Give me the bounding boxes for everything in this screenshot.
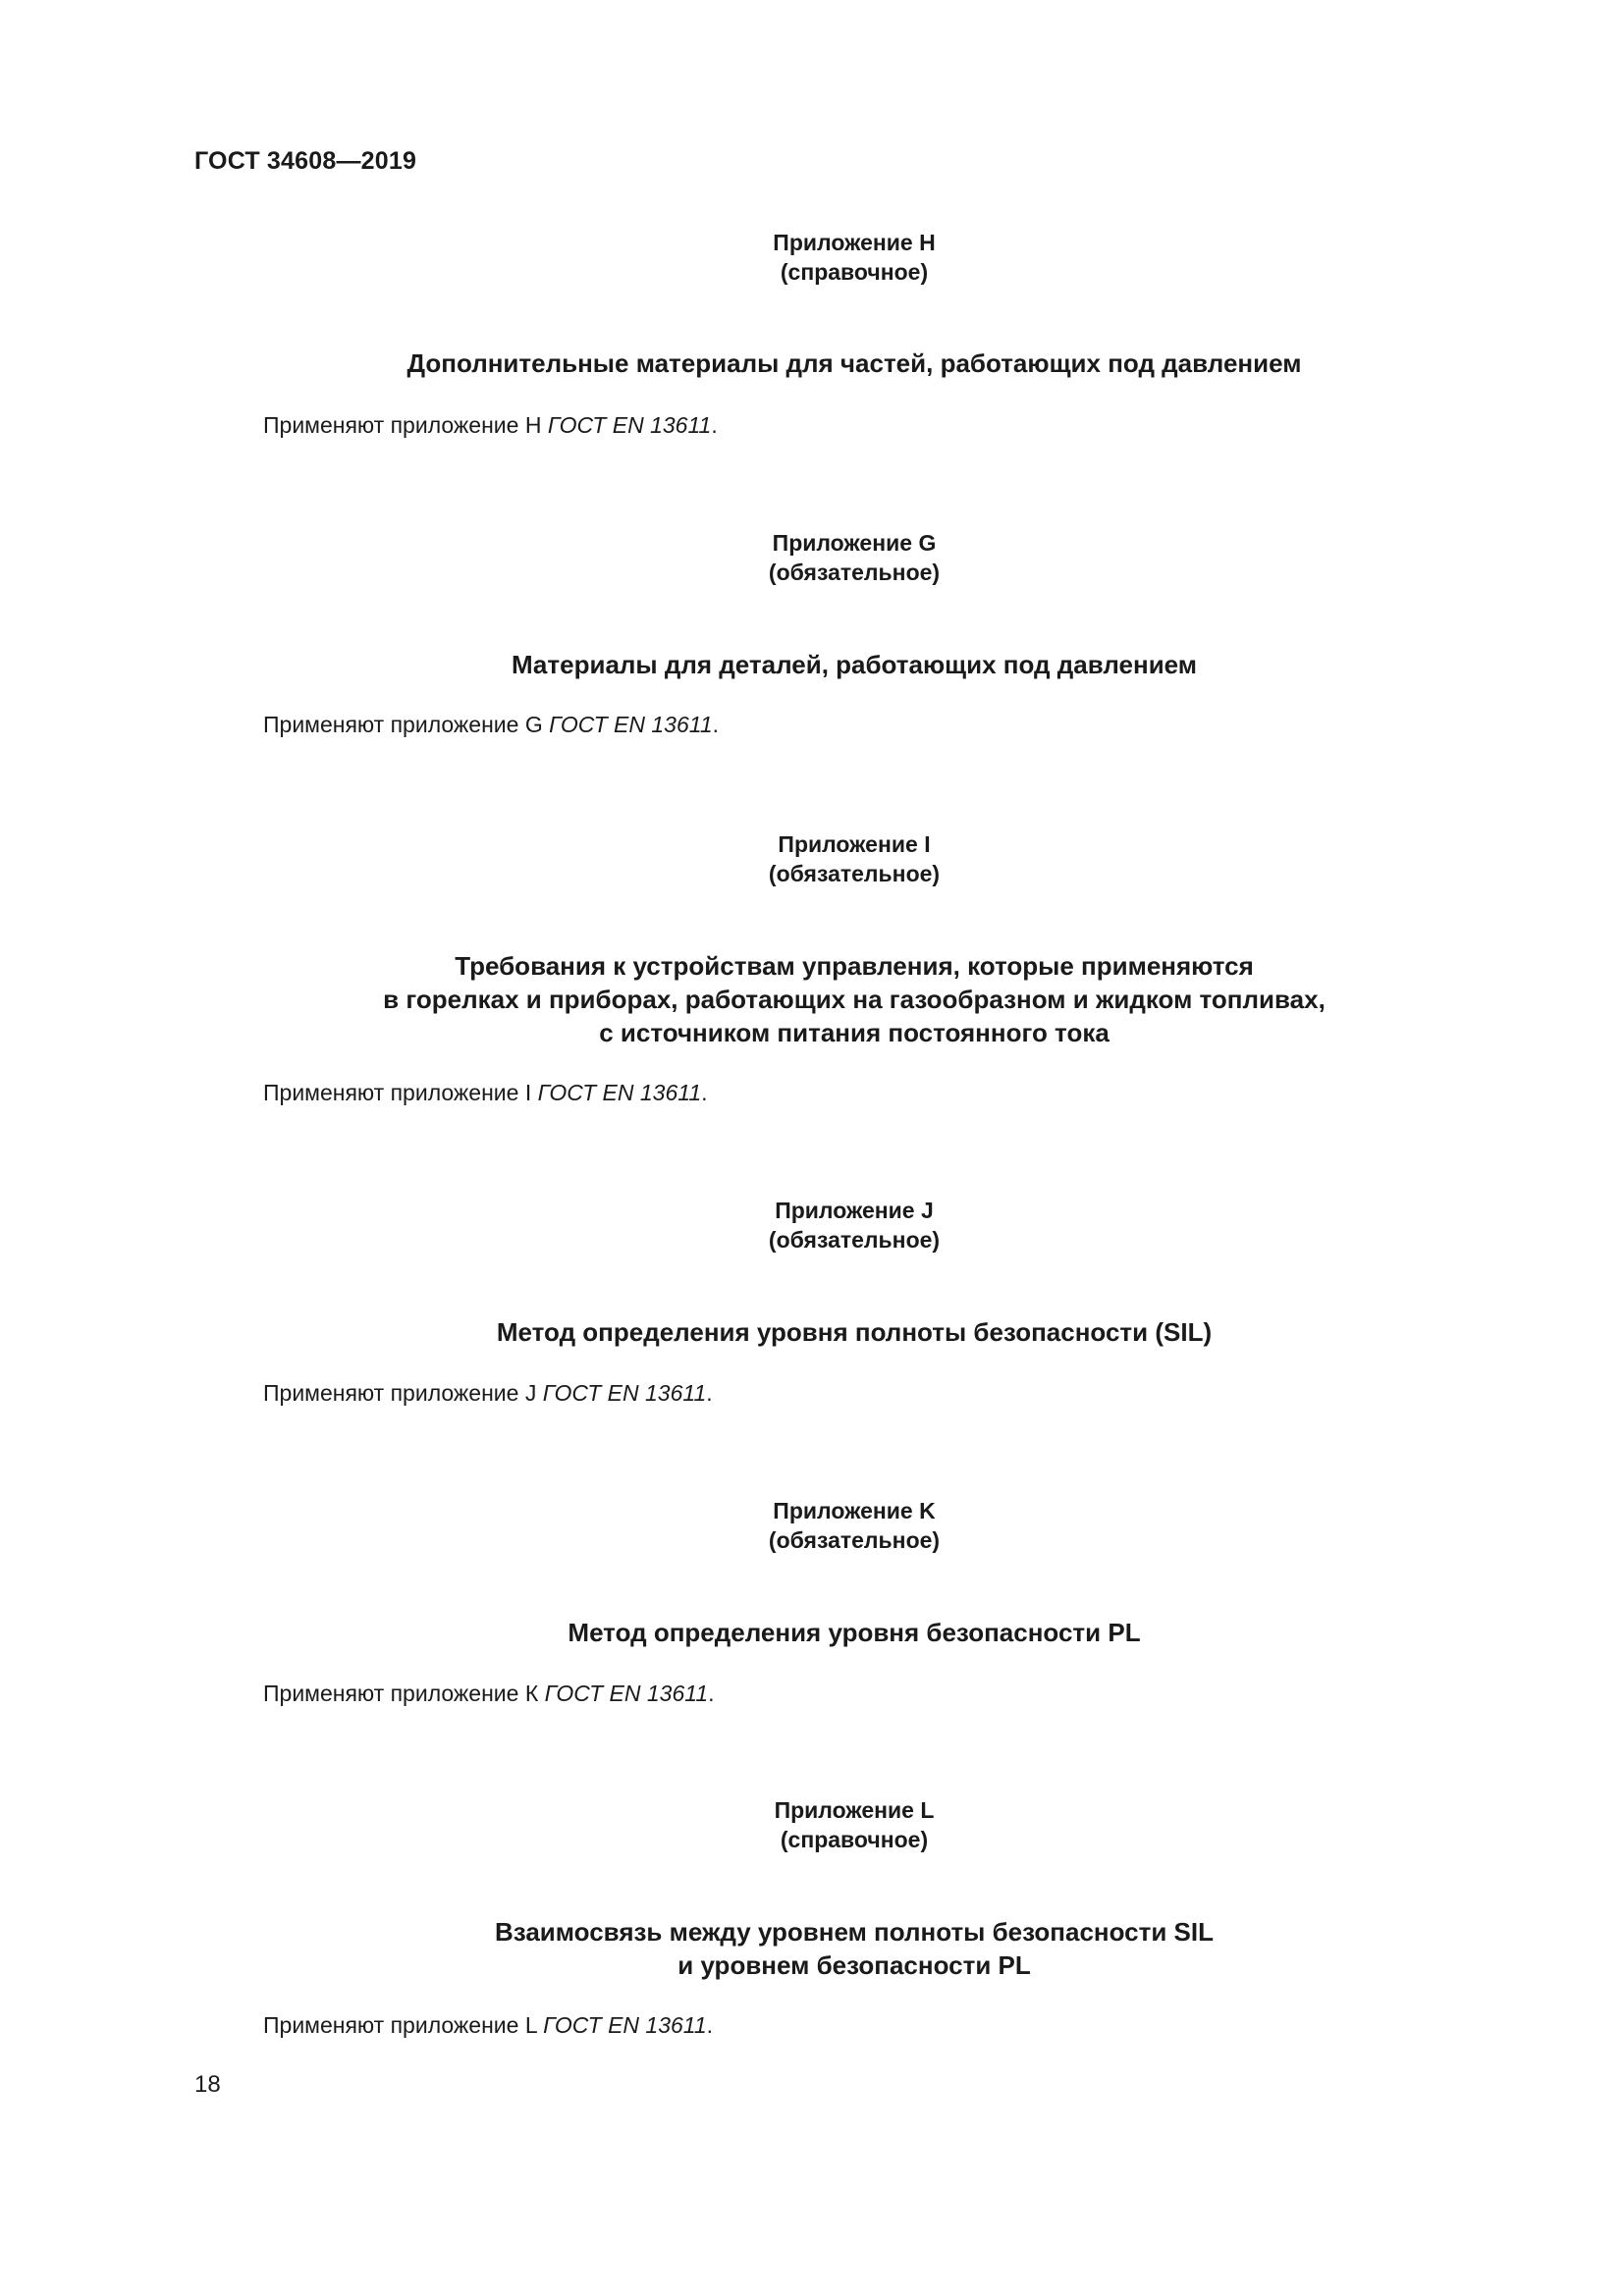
- appendix-title: [0, 1616, 1624, 1649]
- appendix-label: Приложение L: [774, 1797, 935, 1823]
- appendix-body: [263, 410, 718, 440]
- body-text: Применяют приложение G: [263, 712, 550, 737]
- appendix-title-line: Дополнительные материалы для частей, работающих под давлением: [406, 348, 1302, 378]
- document-id: ГОСТ 34608—2019: [194, 147, 417, 175]
- body-punctuation: .: [706, 2012, 714, 2038]
- appendix-status: (справочное): [780, 1827, 929, 1852]
- appendix-title-line: Материалы для деталей, работающих под давлением: [511, 650, 1198, 679]
- appendix-title: [0, 347, 1624, 380]
- appendix-title-line: и уровнем безопасности PL: [677, 1950, 1031, 1980]
- appendix-label: Приложение G: [772, 530, 937, 556]
- appendix-body: [263, 2010, 713, 2040]
- appendix-title: [0, 1315, 1624, 1349]
- appendix-label: Приложение K: [773, 1498, 936, 1523]
- body-text: Применяют приложение L: [263, 2012, 544, 2038]
- page-number: 18: [194, 2071, 221, 2098]
- standard-reference: ГОСТ EN 13611: [544, 1681, 709, 1706]
- appendix-status: (обязательное): [768, 1227, 941, 1253]
- appendix-body: [263, 710, 719, 739]
- body-punctuation: .: [711, 412, 718, 438]
- body-punctuation: .: [701, 1080, 708, 1105]
- body-punctuation: .: [706, 1380, 713, 1406]
- standard-reference: ГОСТ EN 13611: [542, 1380, 707, 1406]
- body-text: Применяют приложение К: [263, 1681, 545, 1706]
- appendix-title-line: Взаимосвязь между уровнем полноты безопасности SIL: [494, 1917, 1214, 1947]
- appendix-label: Приложение J: [775, 1198, 934, 1223]
- standard-reference: ГОСТ EN 13611: [543, 2012, 707, 2038]
- standard-reference: ГОСТ EN 13611: [549, 712, 713, 737]
- appendix-body: [263, 1078, 708, 1107]
- appendix-title-line: Метод определения уровня полноты безопасности (SIL): [496, 1317, 1213, 1347]
- appendix-title-line: Требования к устройствам управления, которые применяются: [455, 951, 1254, 981]
- appendix-title: [0, 1915, 1624, 1982]
- appendix-title: [0, 648, 1624, 681]
- appendix-label: Приложение Н: [773, 230, 936, 255]
- appendix-status: (обязательное): [768, 861, 941, 886]
- appendix-title-line: с источником питания постоянного тока: [599, 1018, 1110, 1047]
- appendix-label: Приложение I: [778, 831, 931, 857]
- standard-reference: ГОСТ EN 13611: [547, 412, 712, 438]
- standard-reference: ГОСТ EN 13611: [537, 1080, 702, 1105]
- appendix-body: [263, 1679, 715, 1708]
- body-punctuation: .: [712, 712, 719, 737]
- appendix-status: (обязательное): [768, 1527, 941, 1553]
- appendix-title-line: Метод определения уровня безопасности PL: [568, 1618, 1141, 1647]
- appendix-title-line: в горелках и приборах, работающих на газообразном и жидком топливах,: [383, 985, 1326, 1014]
- body-text: Применяют приложение I: [263, 1080, 538, 1105]
- appendix-status: (обязательное): [768, 560, 941, 585]
- body-text: Применяют приложение Н: [263, 412, 548, 438]
- appendix-status: (справочное): [780, 259, 929, 285]
- appendix-title: [0, 949, 1624, 1049]
- body-text: Применяют приложение J: [263, 1380, 543, 1406]
- body-punctuation: .: [708, 1681, 715, 1706]
- appendix-body: [263, 1378, 713, 1408]
